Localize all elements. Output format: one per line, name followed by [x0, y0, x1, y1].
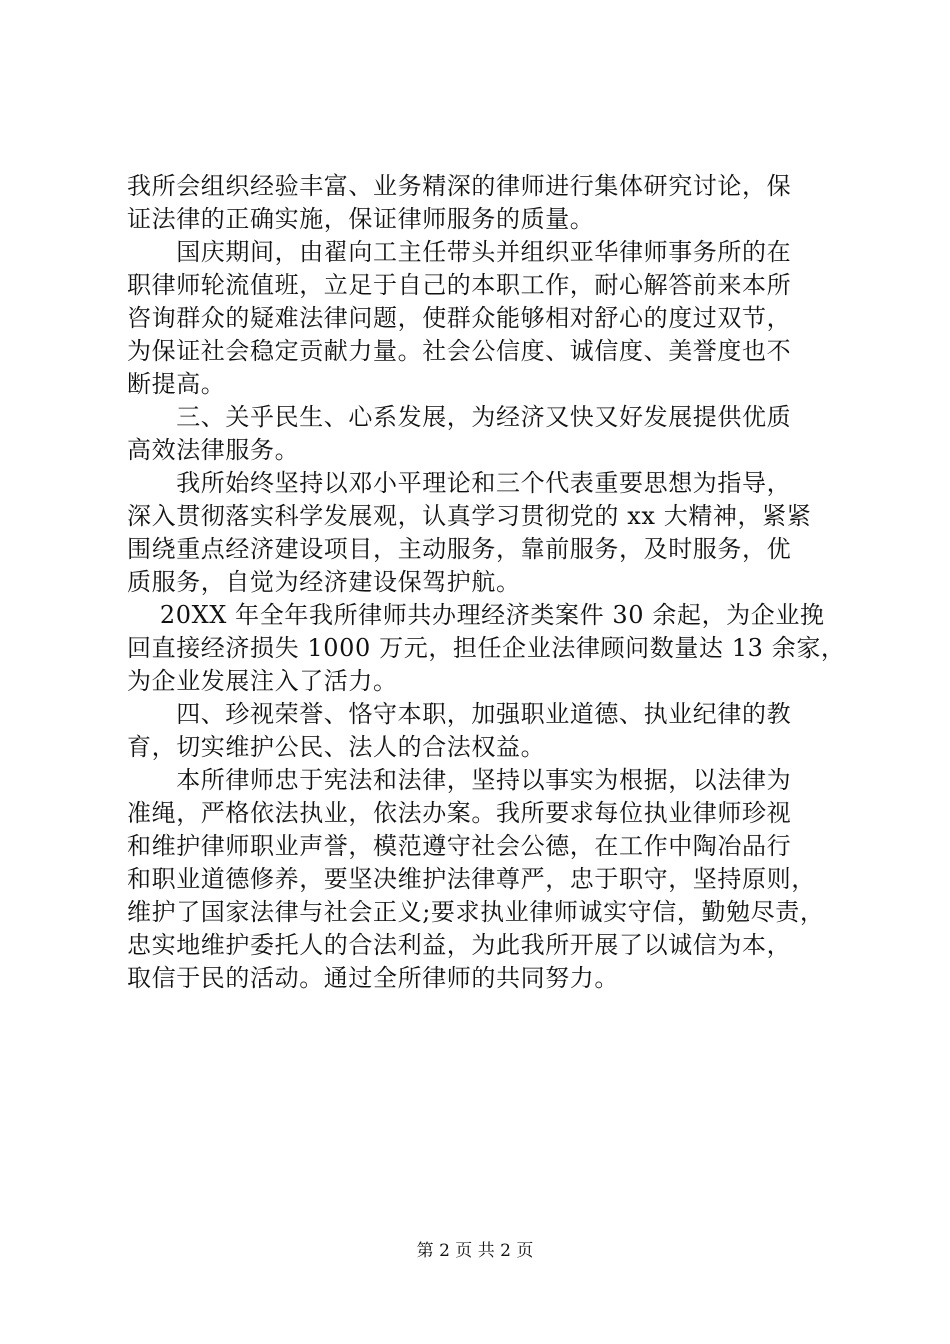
text-line: 和维护律师职业声誉，模范遵守社会公德，在工作中陶冶品行 — [127, 832, 792, 860]
text-line: 忠实地维护委托人的合法利益，为此我所开展了以诚信为本， — [127, 931, 792, 959]
text-line: 我所始终坚持以邓小平理论和三个代表重要思想为指导， — [127, 469, 792, 497]
text-line: 我所会组织经验丰富、业务精深的律师进行集体研究讨论，保 — [127, 172, 792, 200]
text-line: 质服务，自觉为经济建设保驾护航。 — [127, 568, 521, 596]
section-heading-line: 三、关乎民生、心系发展，为经济又快又好发展提供优质 — [127, 403, 792, 431]
text-line: 国庆期间，由翟向工主任带头并组织亚华律师事务所的在 — [127, 238, 792, 266]
text-line: 20XX 年全年我所律师共办理经济类案件 30 余起，为企业挽 — [127, 601, 825, 629]
text-line: 断提高。 — [127, 370, 226, 398]
text-line: 为企业发展注入了活力。 — [127, 667, 398, 695]
text-line: 和职业道德修养，要坚决维护法律尊严，忠于职守，坚持原则， — [127, 865, 816, 893]
text-line: 回直接经济损失 1000 万元，担任企业法律顾问数量达 13 余家， — [127, 634, 846, 662]
text-line: 为保证社会稳定贡献力量。社会公信度、诚信度、美誉度也不 — [127, 337, 792, 365]
section-heading-line: 四、珍视荣誉、恪守本职，加强职业道德、执业纪律的教 — [127, 700, 792, 728]
text-line: 咨询群众的疑难法律问题，使群众能够相对舒心的度过双节， — [127, 304, 792, 332]
text-line: 围绕重点经济建设项目，主动服务，靠前服务，及时服务，优 — [127, 535, 792, 563]
text-line: 证法律的正确实施，保证律师服务的质量。 — [127, 205, 595, 233]
page-number-footer: 第 2 页 共 2 页 — [416, 1241, 534, 1261]
section-heading-line: 高效法律服务。 — [127, 436, 300, 464]
document-body — [127, 170, 846, 995]
text-line: 职律师轮流值班，立足于自己的本职工作，耐心解答前来本所 — [127, 271, 792, 299]
text-line: 准绳，严格依法执业，依法办案。我所要求每位执业律师珍视 — [127, 799, 792, 827]
section-heading-line: 育，切实维护公民、法人的合法权益。 — [127, 733, 546, 761]
text-line: 取信于民的活动。通过全所律师的共同努力。 — [127, 964, 619, 992]
text-line: 维护了国家法律与社会正义;要求执业律师诚实守信，勤勉尽责， — [127, 898, 825, 926]
text-line: 深入贯彻落实科学发展观，认真学习贯彻党的 xx 大精神，紧紧 — [127, 502, 812, 530]
text-line: 本所律师忠于宪法和法律，坚持以事实为根据，以法律为 — [127, 766, 792, 794]
